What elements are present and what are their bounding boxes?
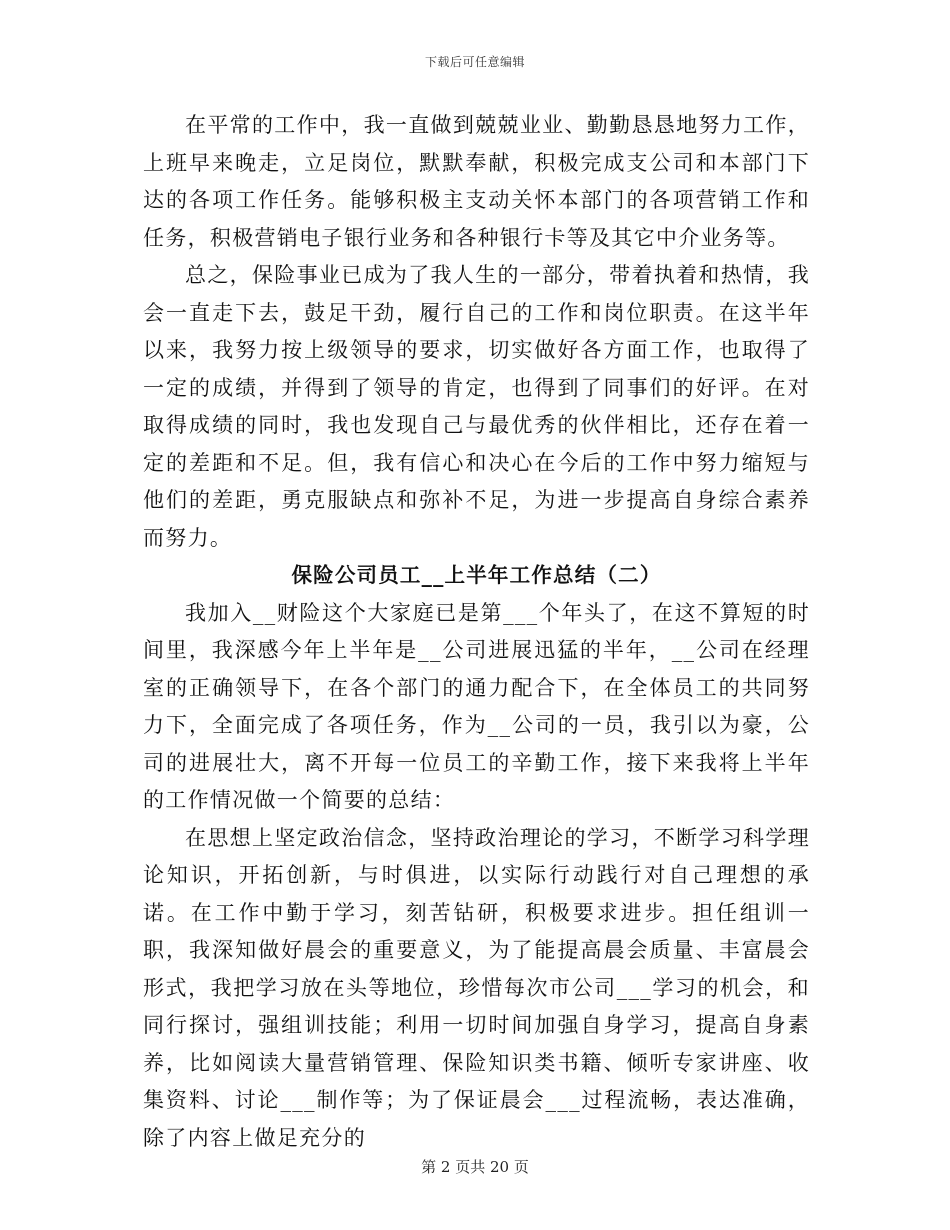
section-title: 保险公司员工__上半年工作总结（二）	[291, 563, 662, 587]
page-footer: 第 2 页共 20 页	[421, 1158, 529, 1176]
page-header: 下载后可任意编辑	[424, 55, 525, 69]
paragraph: 在思想上坚定政治信念，坚持政治理论的学习，不断学习科学理论知识，开拓创新，与时俱进，以实际行动践行对自己理想的承诺。在工作中勤于学习，刻苦钻研，积极要求进步。担任组训一职，我深知做好晨会的重要意义，为了能提高晨会质量、丰富晨会形式，我把学习放在头等地位，珍惜每次市公司___学习的机会，和同行探讨，强组训技能；利用一切时间加强自身学习，提高自身素养，比如阅读大量营销管理、保险知识类书籍、倾听专家讲座、收集资料、讨论___制作等；为了保证晨会___过程流畅，表达准确，除了内容上做足充分的	[143, 825, 810, 1150]
paragraph: 我加入__财险这个大家庭已是第___个年头了，在这不算短的时间里，我深感今年上半年是__公司进展迅猛的半年，__公司在经理室的正确领导下，在各个部门的通力配合下，在全体员工的共同努力下，全面完成了各项任务，作为__公司的一员，我引以为豪，公司的进展壮大，离不开每一位员工的辛勤工作，接下来我将上半年的工作情况做一个简要的总结：	[143, 600, 810, 812]
paragraph: 总之，保险事业已成为了我人生的一部分，带着执着和热情，我会一直走下去，鼓足干劲，履行自己的工作和岗位职责。在这半年以来，我努力按上级领导的要求，切实做好各方面工作，也取得了一定的成绩，并得到了领导的肯定，也得到了同事们的好评。在对取得成绩的同时，我也发现自己与最优秀的伙伴相比，还存在着一定的差距和不足。但，我有信心和决心在今后的工作中努力缩短与他们的差距，勇克服缺点和弥补不足，为进一步提高自身综合素养而努力。	[143, 263, 810, 550]
document-body	[143, 107, 810, 1157]
paragraph: 在平常的工作中，我一直做到兢兢业业、勤勤恳恳地努力工作，上班早来晚走，立足岗位，默默奉献，积极完成支公司和本部门下达的各项工作任务。能够积极主支动关怀本部门的各项营销工作和任务，积极营销电子银行业务和各种银行卡等及其它中介业务等。	[143, 113, 810, 250]
